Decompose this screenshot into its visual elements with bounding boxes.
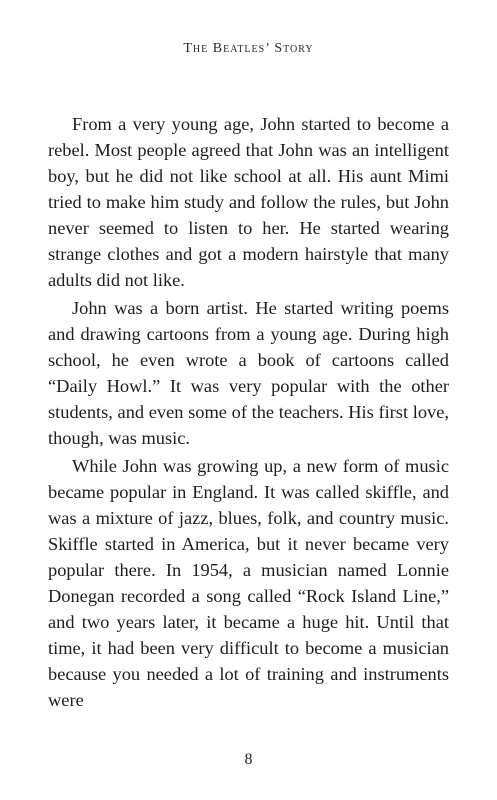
paragraph-2: John was a born artist. He started writing poems and drawing cartoons from a young age. During high school, he even wrote a book of cartoons called “Daily Howl.” It was very popular with the other students, and even some of the teachers. His first love, though, was music. <box>48 298 449 448</box>
body-text <box>48 111 449 715</box>
page-number: 8 <box>244 751 253 768</box>
paragraph-1: From a very young age, John started to become a rebel. Most people agreed that John was an intelligent boy, but he did not like school at all. His aunt Mimi tried to make him study and follow the rules, but John never seemed to listen to her. He started wearing strange clothes and got a modern hairstyle that many adults did not like. <box>48 114 449 290</box>
paragraph-3: While John was growing up, a new form of music became popular in England. It was called skiffle, and was a mixture of jazz, blues, folk, and country music. Skiffle started in America, but it never became very popular there. In 1954, a musician named Lonnie Donegan recorded a song called “Rock Island Line,” and two years later, it became a huge hit. Until that time, it had been very difficult to become a musician because you needed a lot of training and instruments were <box>48 456 449 710</box>
running-head: The Beatles’ Story <box>183 41 314 56</box>
